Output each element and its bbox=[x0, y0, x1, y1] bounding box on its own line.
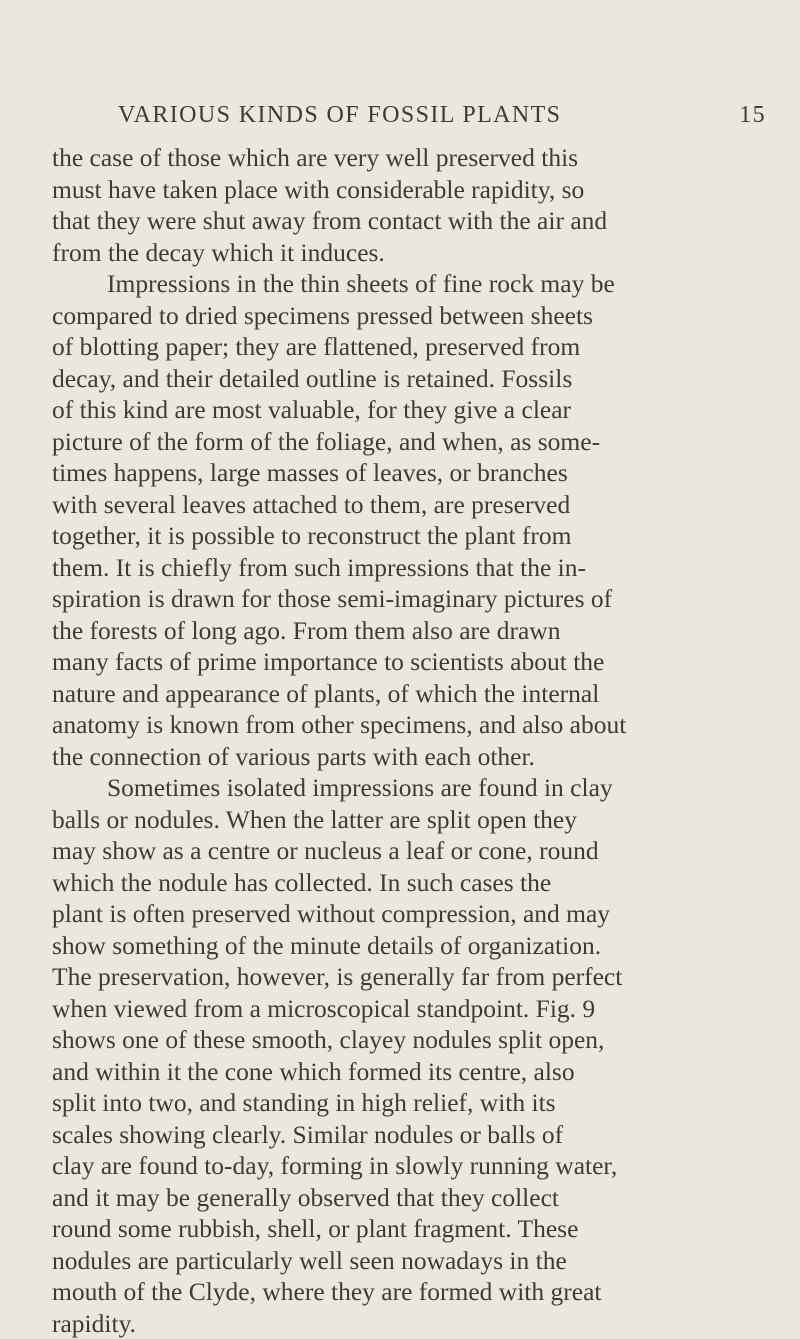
text-line: times happens, large masses of leaves, or branches bbox=[52, 457, 767, 489]
paragraph-start-line: Impressions in the thin sheets of fine rock may be bbox=[52, 268, 767, 300]
paragraph-start-line: Sometimes isolated impressions are found in clay bbox=[52, 772, 767, 804]
text-line: The preservation, however, is generally far from perfect bbox=[52, 961, 767, 993]
text-line: clay are found to-day, forming in slowly running water, bbox=[52, 1150, 767, 1182]
running-title: VARIOUS KINDS OF FOSSIL PLANTS bbox=[118, 98, 561, 132]
text-line: anatomy is known from other specimens, and also about bbox=[52, 709, 767, 741]
page-number: 15 bbox=[739, 98, 766, 132]
text-line: may show as a centre or nucleus a leaf or cone, round bbox=[52, 835, 767, 867]
text-line: the case of those which are very well preserved this bbox=[52, 142, 767, 174]
text-line: nature and appearance of plants, of which the internal bbox=[52, 678, 767, 710]
text-line: plant is often preserved without compression, and may bbox=[52, 898, 767, 930]
text-line: them. It is chiefly from such impressions that the in- bbox=[52, 552, 767, 584]
text-line: many facts of prime importance to scientists about the bbox=[52, 646, 767, 678]
text-line: split into two, and standing in high relief, with its bbox=[52, 1087, 767, 1119]
text-line: compared to dried specimens pressed between sheets bbox=[52, 300, 767, 332]
text-line: with several leaves attached to them, are preserved bbox=[52, 489, 767, 521]
text-line: together, it is possible to reconstruct the plant from bbox=[52, 520, 767, 552]
text-line: the forests of long ago. From them also are drawn bbox=[52, 615, 767, 647]
text-line: balls or nodules. When the latter are split open they bbox=[52, 804, 767, 836]
text-line: round some rubbish, shell, or plant fragment. These bbox=[52, 1213, 767, 1245]
body-text bbox=[52, 142, 767, 1339]
text-line: and it may be generally observed that they collect bbox=[52, 1182, 767, 1214]
text-line: spiration is drawn for those semi-imaginary pictures of bbox=[52, 583, 767, 615]
text-line: must have taken place with considerable rapidity, so bbox=[52, 174, 767, 206]
text-line: of this kind are most valuable, for they give a clear bbox=[52, 394, 767, 426]
running-header bbox=[118, 98, 768, 132]
text-line: decay, and their detailed outline is retained. Fossils bbox=[52, 363, 767, 395]
text-line: when viewed from a microscopical standpoint. Fig. 9 bbox=[52, 993, 767, 1025]
text-line: the connection of various parts with each other. bbox=[52, 741, 767, 773]
text-line: and within it the cone which formed its centre, also bbox=[52, 1056, 767, 1088]
text-line: picture of the form of the foliage, and when, as some- bbox=[52, 426, 767, 458]
text-line: from the decay which it induces. bbox=[52, 237, 767, 269]
text-line: scales showing clearly. Similar nodules or balls of bbox=[52, 1119, 767, 1151]
text-line: rapidity. bbox=[52, 1308, 767, 1339]
text-line: that they were shut away from contact with the air and bbox=[52, 205, 767, 237]
text-line: shows one of these smooth, clayey nodules split open, bbox=[52, 1024, 767, 1056]
text-line: show something of the minute details of organization. bbox=[52, 930, 767, 962]
text-line: of blotting paper; they are flattened, preserved from bbox=[52, 331, 767, 363]
text-line: mouth of the Clyde, where they are formed with great bbox=[52, 1276, 767, 1308]
text-line: which the nodule has collected. In such cases the bbox=[52, 867, 767, 899]
text-line: nodules are particularly well seen nowadays in the bbox=[52, 1245, 767, 1277]
